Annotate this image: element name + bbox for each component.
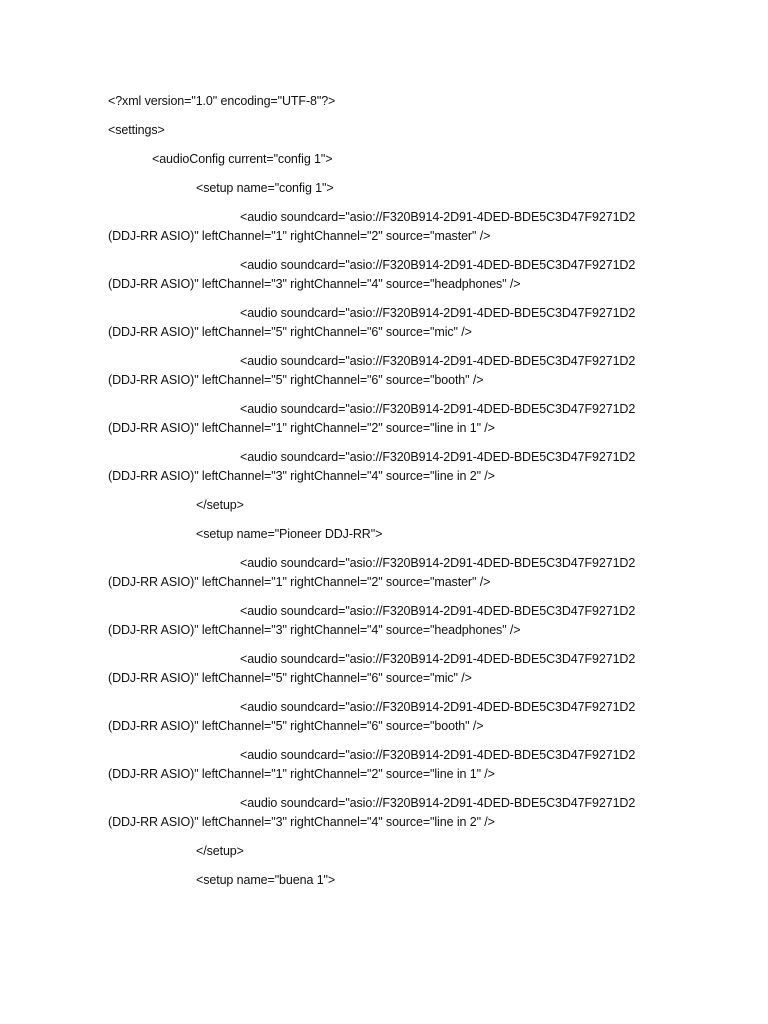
audio-entry-line-1: <audio soundcard="asio://F320B914-2D91-4DED-BDE5C3D47F9271D2 [240,402,636,416]
audio-entry-line-2: (DDJ-RR ASIO)" leftChannel="5" rightChannel="6" source="booth" /> [108,373,484,387]
setup-close-tag: </setup> [196,844,244,858]
setup-close-tag: </setup> [196,498,244,512]
audio-entry-line-2: (DDJ-RR ASIO)" leftChannel="1" rightChannel="2" source="master" /> [108,575,491,589]
audio-entry [108,352,648,390]
audio-entry-line-1: <audio soundcard="asio://F320B914-2D91-4DED-BDE5C3D47F9271D2 [240,450,636,464]
xml-declaration: <?xml version="1.0" encoding="UTF-8"?> [108,94,336,108]
audio-config-open-tag: <audioConfig current="config 1"> [152,152,333,166]
audio-entry-line-2: (DDJ-RR ASIO)" leftChannel="3" rightChannel="4" source="line in 2" /> [108,469,495,483]
audio-entry [108,746,648,784]
audio-entry-line-1: <audio soundcard="asio://F320B914-2D91-4DED-BDE5C3D47F9271D2 [240,700,636,714]
audio-entry-line-1: <audio soundcard="asio://F320B914-2D91-4DED-BDE5C3D47F9271D2 [240,258,636,272]
audio-entry-line-1: <audio soundcard="asio://F320B914-2D91-4DED-BDE5C3D47F9271D2 [240,796,636,810]
audio-entry [108,256,648,294]
audio-entry [108,554,648,592]
audio-entry [108,794,648,832]
audio-entry-line-2: (DDJ-RR ASIO)" leftChannel="5" rightChannel="6" source="booth" /> [108,719,484,733]
audio-entry-line-1: <audio soundcard="asio://F320B914-2D91-4DED-BDE5C3D47F9271D2 [240,556,636,570]
audio-entry [108,208,648,246]
audio-entry-line-2: (DDJ-RR ASIO)" leftChannel="1" rightChannel="2" source="line in 1" /> [108,767,495,781]
audio-entry-line-2: (DDJ-RR ASIO)" leftChannel="3" rightChannel="4" source="headphones" /> [108,623,521,637]
setup-open-tag: <setup name="config 1"> [196,181,334,195]
audio-entry [108,698,648,736]
xml-document-body [108,92,648,900]
audio-entry-line-2: (DDJ-RR ASIO)" leftChannel="5" rightChannel="6" source="mic" /> [108,671,472,685]
audio-entry [108,304,648,342]
audio-entry-line-1: <audio soundcard="asio://F320B914-2D91-4DED-BDE5C3D47F9271D2 [240,748,636,762]
audio-entry-line-1: <audio soundcard="asio://F320B914-2D91-4DED-BDE5C3D47F9271D2 [240,354,636,368]
settings-open-tag: <settings> [108,123,165,137]
audio-entry [108,650,648,688]
audio-entry-line-1: <audio soundcard="asio://F320B914-2D91-4DED-BDE5C3D47F9271D2 [240,652,636,666]
audio-entry-line-2: (DDJ-RR ASIO)" leftChannel="5" rightChannel="6" source="mic" /> [108,325,472,339]
setup-open-tag: <setup name="Pioneer DDJ-RR"> [196,527,383,541]
audio-entry-line-2: (DDJ-RR ASIO)" leftChannel="3" rightChannel="4" source="line in 2" /> [108,815,495,829]
audio-entry [108,400,648,438]
audio-entry-line-2: (DDJ-RR ASIO)" leftChannel="1" rightChannel="2" source="master" /> [108,229,491,243]
audio-entry-line-1: <audio soundcard="asio://F320B914-2D91-4DED-BDE5C3D47F9271D2 [240,306,636,320]
setup-open-tag: <setup name="buena 1"> [196,873,336,887]
audio-entry-line-1: <audio soundcard="asio://F320B914-2D91-4DED-BDE5C3D47F9271D2 [240,604,636,618]
audio-entry [108,602,648,640]
audio-entry-line-1: <audio soundcard="asio://F320B914-2D91-4DED-BDE5C3D47F9271D2 [240,210,636,224]
audio-entry-line-2: (DDJ-RR ASIO)" leftChannel="1" rightChannel="2" source="line in 1" /> [108,421,495,435]
audio-entry [108,448,648,486]
audio-entry-line-2: (DDJ-RR ASIO)" leftChannel="3" rightChannel="4" source="headphones" /> [108,277,521,291]
